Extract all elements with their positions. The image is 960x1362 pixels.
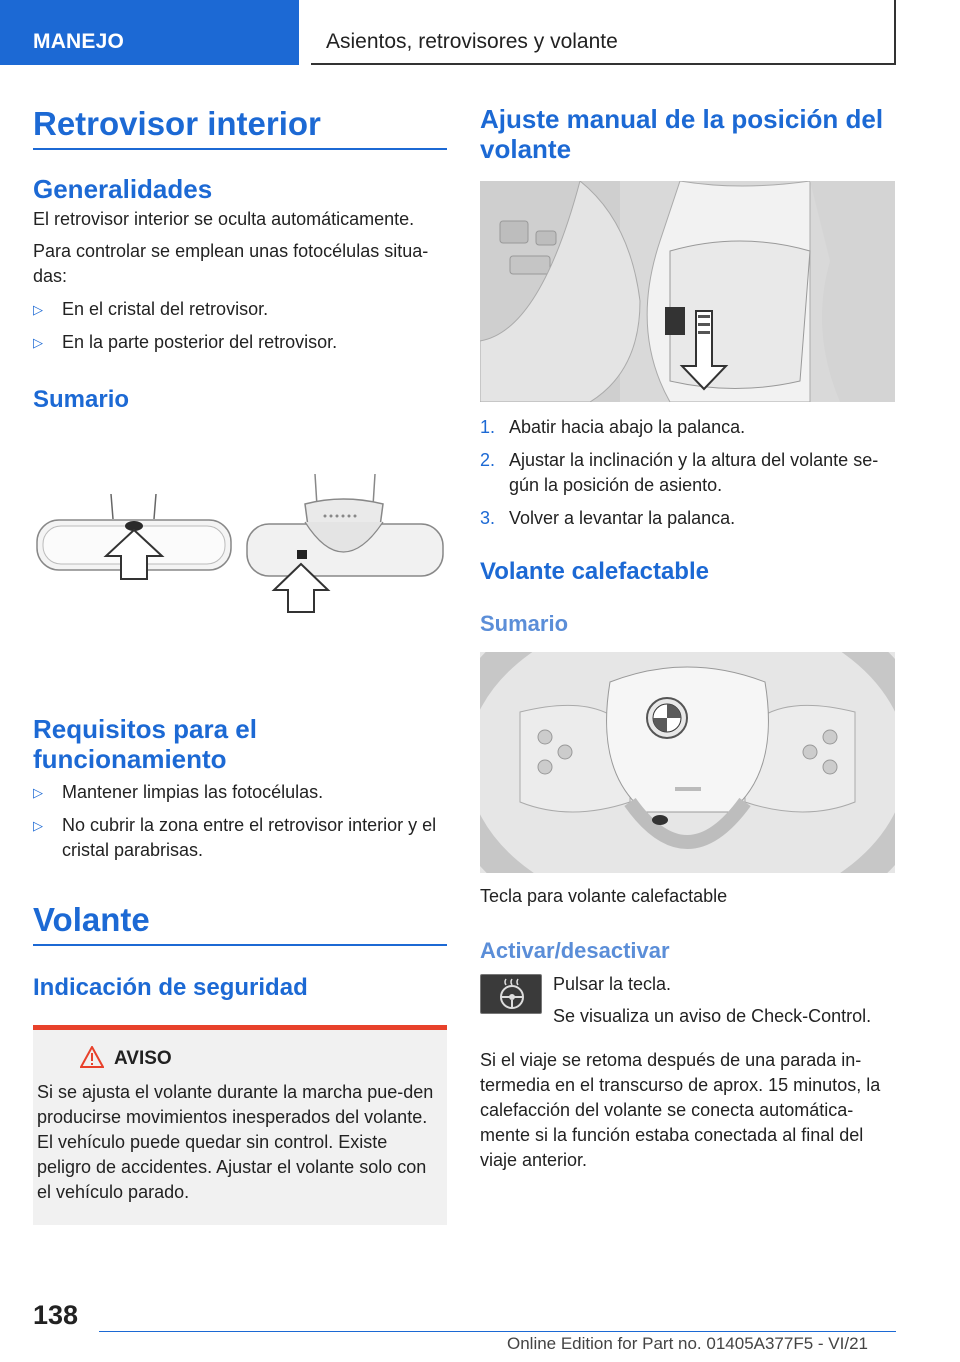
heated-summary-heading: Sumario: [480, 611, 569, 636]
warning-box: [33, 1025, 447, 1225]
bullet-triangle-icon: ▷: [33, 785, 43, 800]
footer-edition: Online Edition for Part no. 01405A377F5 - VI/21: [506, 1334, 868, 1353]
general-paragraph-2: Para controlar se emplean unas fotocélulas situa‐das:: [33, 241, 429, 286]
footer-rule: [99, 1331, 896, 1332]
toggle-line-2: Se visualiza un aviso de Check-Control.: [553, 1006, 872, 1026]
requirements-heading: Requisitos para el funcionamiento: [33, 714, 257, 774]
safety-heading: Indicación de seguridad: [33, 974, 308, 1001]
warning-header: [37, 1044, 443, 1074]
step-number: 2.: [480, 450, 496, 470]
section-label: MANEJO: [33, 30, 125, 53]
bullet-triangle-icon: ▷: [33, 302, 43, 317]
steering-column-lever-illustration: [480, 181, 895, 402]
step-text: Ajustar la inclinación y la altura del volante se‐gún la posición de asiento.: [509, 450, 879, 495]
step-number: 1.: [480, 417, 496, 437]
list-item-text: En el cristal del retrovisor.: [62, 299, 269, 319]
list-item-text: Mantener limpias las fotocélulas.: [62, 782, 324, 802]
warning-triangle-icon: [80, 1046, 104, 1068]
warning-text: Si se ajusta el volante durante la marcha pue‐den producirse movimientos inesperados del volante. El vehículo puede quedar sin control. Existe peligro de accidentes. Ajustar el volante solo con el vehículo parado.: [37, 1082, 434, 1202]
right-column: [480, 100, 895, 1173]
list-item: [33, 297, 447, 322]
list-item-text: No cubrir la zona entre el retrovisor interior y el cristal parabrisas.: [62, 815, 437, 860]
step-text: Volver a levantar la palanca.: [509, 508, 736, 528]
step-text: Abatir hacia abajo la palanca.: [509, 417, 746, 437]
chapter-label: Asientos, retrovisores y volante: [326, 30, 618, 53]
left-column: [33, 100, 447, 1225]
bullet-triangle-icon: ▷: [33, 818, 43, 833]
list-item: [33, 813, 447, 863]
list-item: [33, 780, 447, 805]
chapter-tab: [311, 0, 896, 65]
heated-final-paragraph: Si el viaje se retoma después de una parada in‐termedia en el transcurso de aprox. 15 minutos, la calefacción del volante se conecta automática‐mente si la función estaba conectada al final del viaje anterior.: [480, 1050, 881, 1170]
bullet-triangle-icon: ▷: [33, 335, 43, 350]
adjust-heading: Ajuste manual de la posición del volante: [480, 104, 884, 164]
mirror-title: Retrovisor interior: [33, 105, 321, 142]
step-item: [480, 506, 895, 531]
toggle-line-1: Pulsar la tecla.: [553, 974, 672, 994]
title-rule: [33, 148, 447, 150]
step-number: 3.: [480, 508, 496, 528]
general-heading: Generalidades: [33, 174, 213, 204]
page-number: 138: [33, 1300, 79, 1330]
heated-caption: Tecla para volante calefactable: [480, 886, 728, 906]
list-item-text: En la parte posterior del retrovisor.: [62, 332, 338, 352]
general-paragraph-1: El retrovisor interior se oculta automáticamente.: [33, 209, 415, 229]
title-rule: [33, 944, 447, 946]
summary-heading: Sumario: [33, 386, 130, 413]
toggle-heading: Activar/desactivar: [480, 938, 670, 963]
heated-heading: Volante calefactable: [480, 558, 709, 585]
step-item: [480, 448, 895, 498]
toggle-instruction: [480, 972, 895, 1030]
list-item: [33, 330, 447, 355]
steering-wheel-illustration: [480, 652, 895, 873]
warning-label: AVISO: [114, 1048, 172, 1069]
heated-steering-wheel-icon: [480, 974, 542, 1014]
rearview-mirror-illustration: [33, 464, 447, 664]
wheel-title: Volante: [33, 901, 150, 938]
step-item: [480, 415, 895, 440]
section-tab: [0, 0, 299, 65]
